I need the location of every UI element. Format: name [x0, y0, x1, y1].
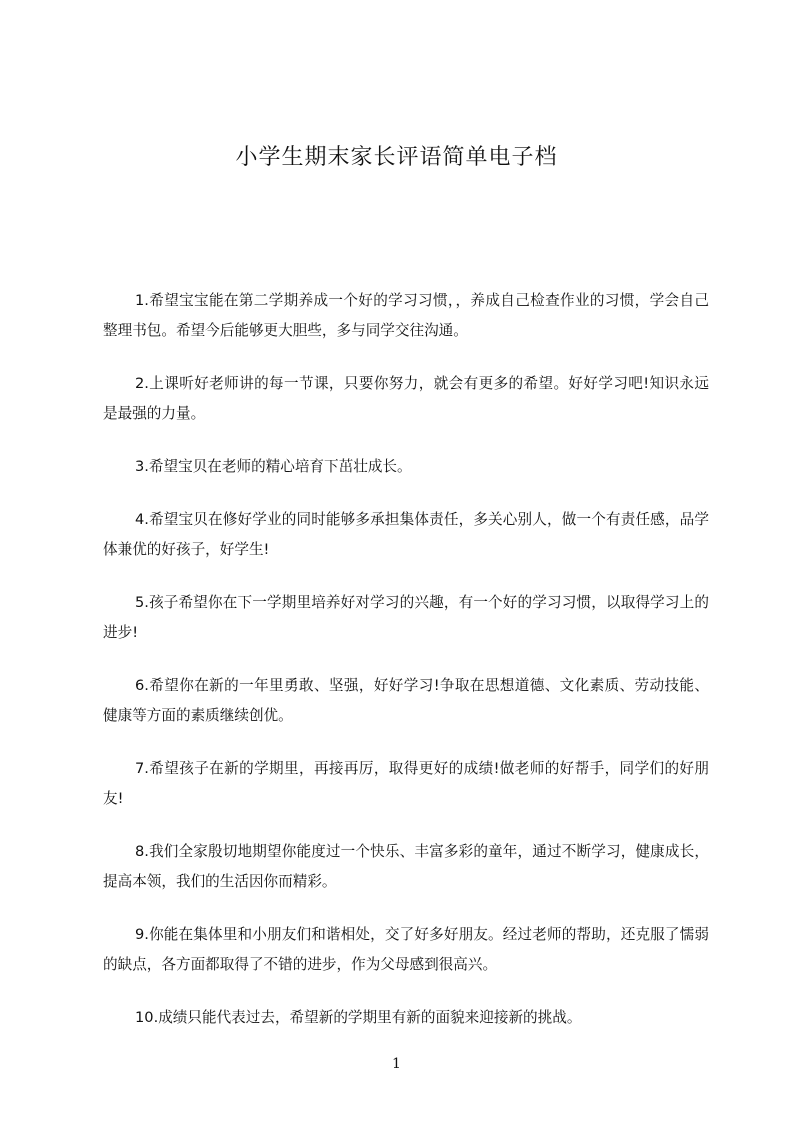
comment-list — [103, 286, 709, 1056]
comment-item-4: 4.希望宝贝在修好学业的同时能够多承担集体责任，多关心别人，做一个有责任感，品学体兼优的好孩子，好学生! — [103, 511, 709, 558]
comment-item-1: 1.希望宝宝能在第二学期养成一个好的学习习惯，，养成自己检查作业的习惯，学会自己整理书包。希望今后能够更大胆些，多与同学交往沟通。 — [103, 292, 709, 339]
comment-item-8: 8.我们全家殷切地期望你能度过一个快乐、丰富多彩的童年，通过不断学习，健康成长，提高本领，我们的生活因你而精彩。 — [103, 843, 709, 890]
comment-item-10: 10.成绩只能代表过去，希望新的学期里有新的面貌来迎接新的挑战。 — [135, 1009, 582, 1026]
comment-item-9: 9.你能在集体里和小朋友们和谐相处，交了好多好朋友。经过老师的帮助，还克服了懦弱的缺点，各方面都取得了不错的进步，作为父母感到很高兴。 — [103, 926, 709, 973]
comment-item-3: 3.希望宝贝在老师的精心培育下茁壮成长。 — [135, 458, 412, 475]
document-title: 小学生期末家长评语简单电子档 — [235, 145, 558, 170]
comment-item-6: 6.希望你在新的一年里勇敢、坚强，好好学习!争取在思想道德、文化素质、劳动技能、健康等方面的素质继续创优。 — [103, 677, 709, 724]
comment-item-7: 7.希望孩子在新的学期里，再接再厉，取得更好的成绩!做老师的好帮手，同学们的好朋友! — [103, 760, 709, 807]
comment-item-5: 5.孩子希望你在下一学期里培养好对学习的兴趣，有一个好的学习习惯，以取得学习上的进步! — [103, 594, 709, 641]
page-number: 1 — [392, 1056, 401, 1072]
comment-item-2: 2.上课听好老师讲的每一节课，只要你努力，就会有更多的希望。好好学习吧!知识永远是最强的力量。 — [103, 375, 709, 422]
